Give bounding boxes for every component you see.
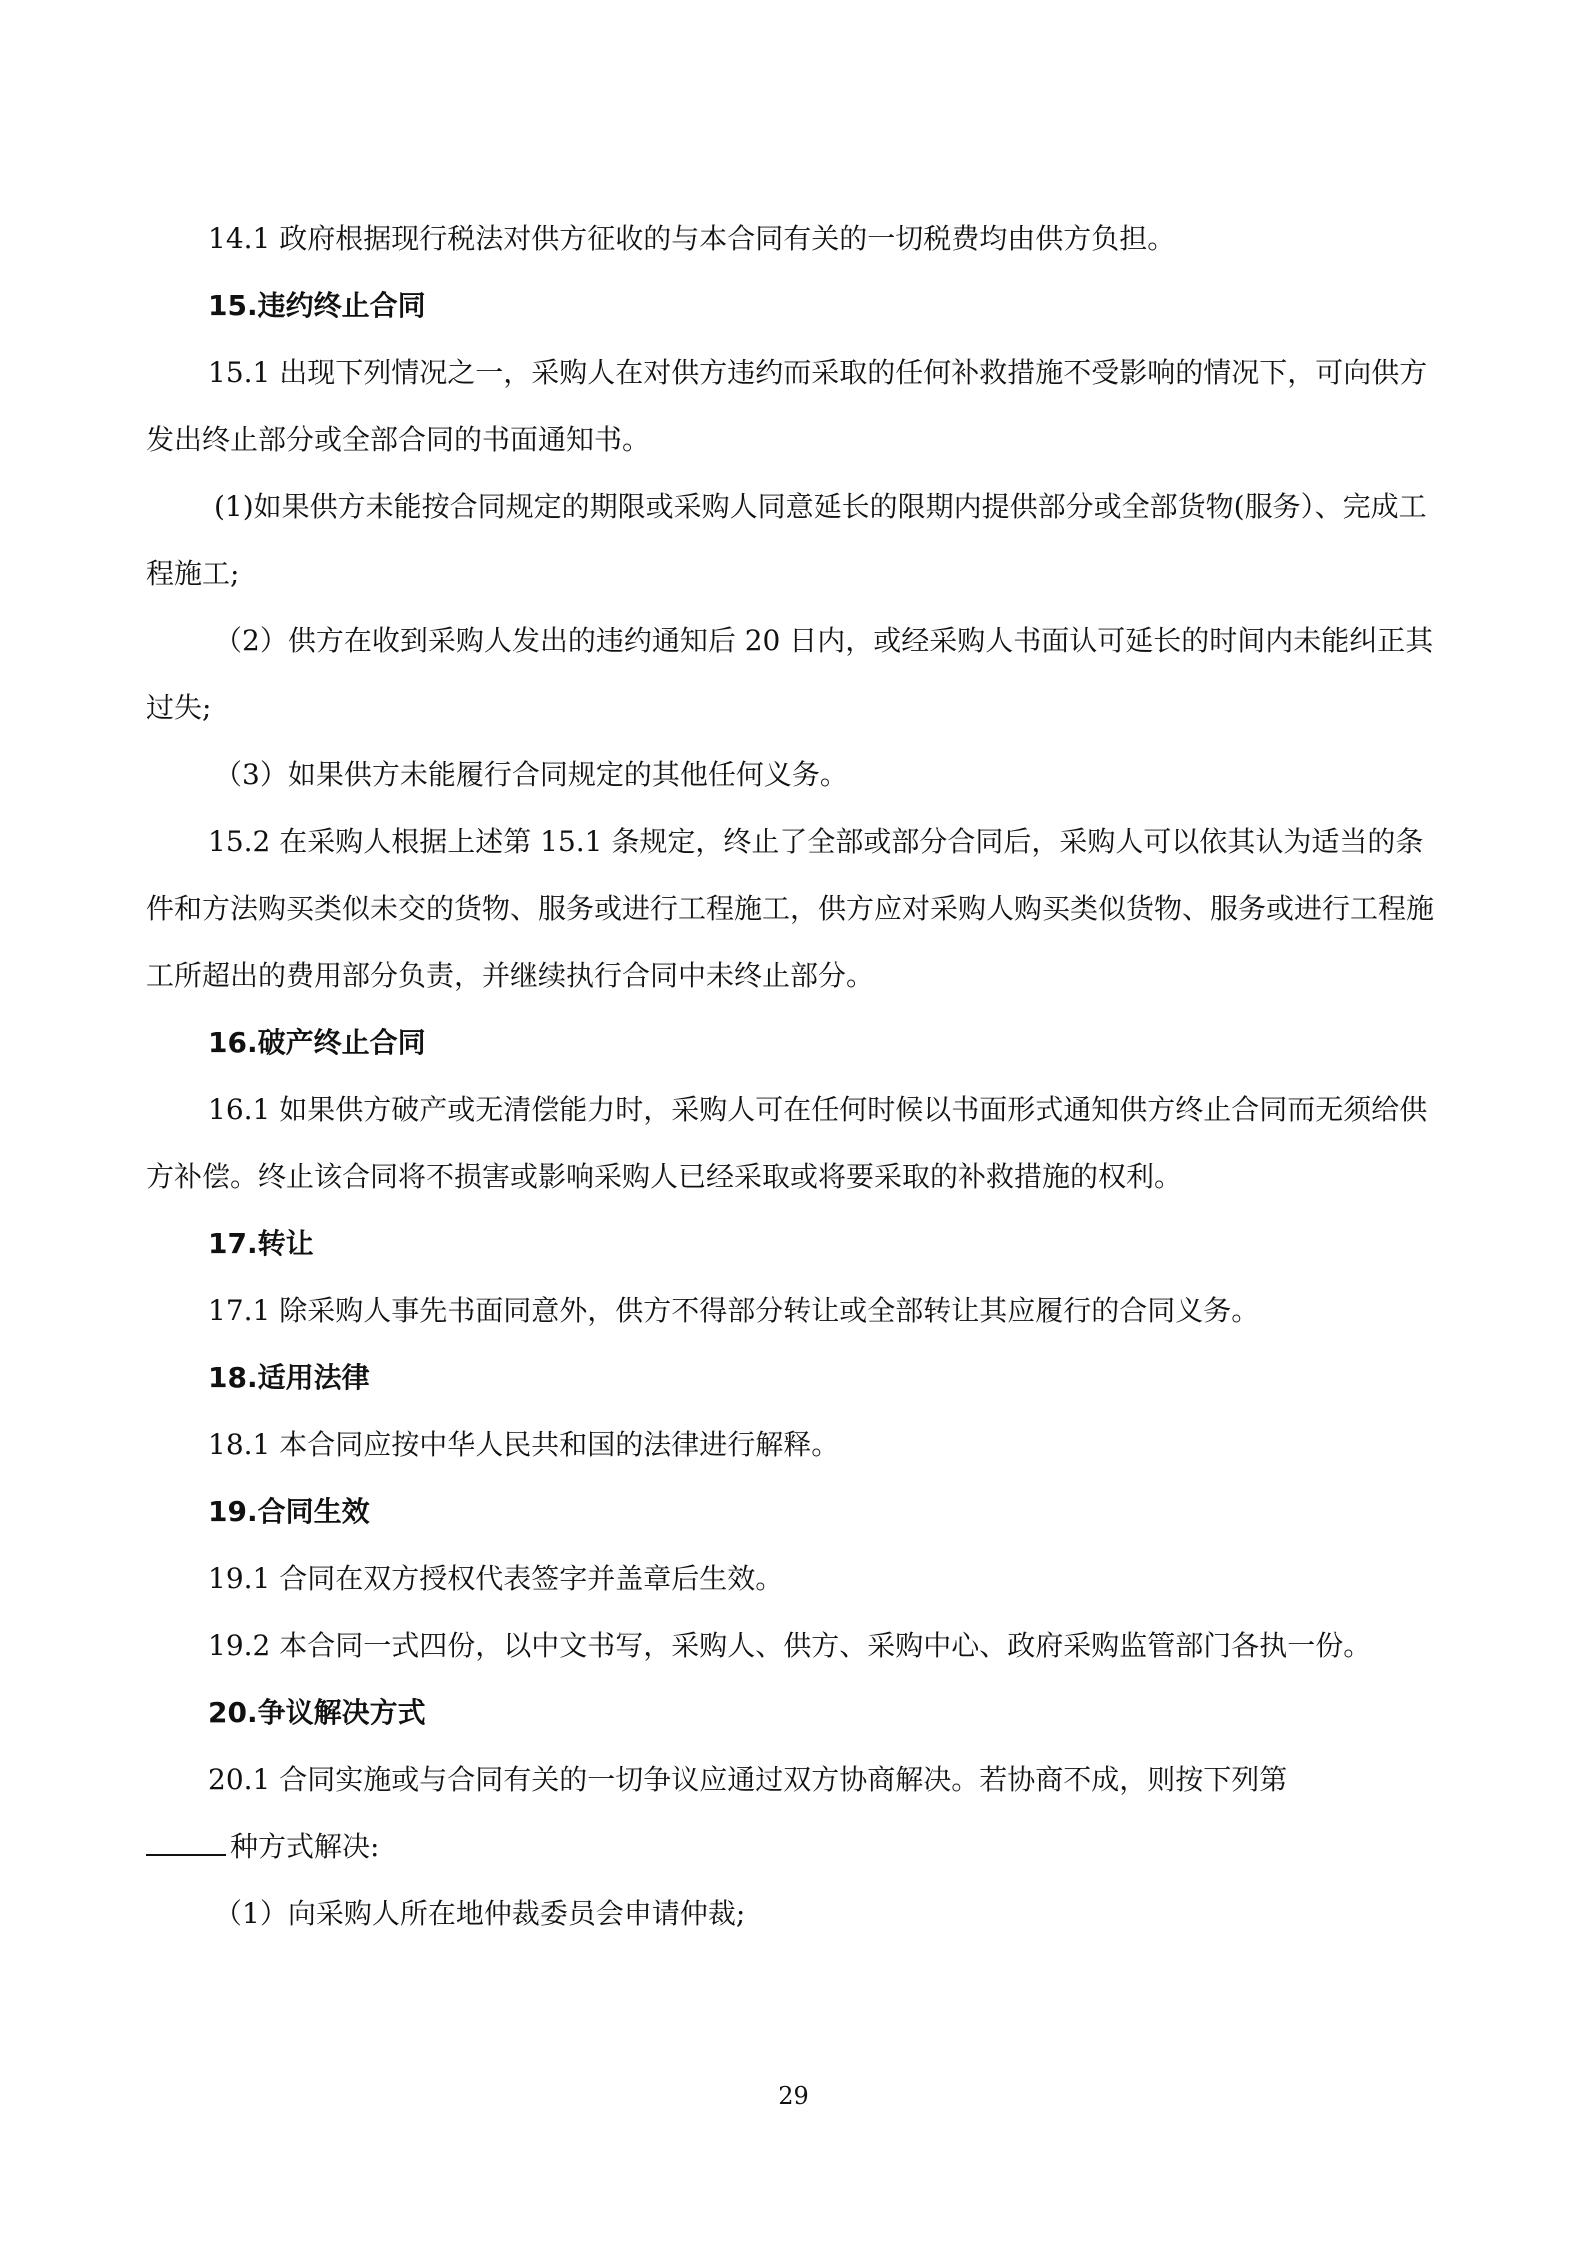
clause-18-1: 18.1 本合同应按中华人民共和国的法律进行解释。 <box>208 1428 840 1461</box>
section-heading-18: 18.适用法律 <box>208 1361 370 1394</box>
clause-20-1-item-1: （1）向采购人所在地仲裁委员会申请仲裁; <box>214 1897 746 1930</box>
fill-in-blank <box>146 1828 226 1856</box>
clause-20-1-continuation <box>146 1813 1446 1880</box>
section-heading-15: 15.违约终止合同 <box>208 289 426 322</box>
clause-20-1-continuation-text: 种方式解决: <box>230 1830 380 1863</box>
clause-15-1: 15.1 出现下列情况之一，采购人在对供方违约而采取的任何补救措施不受影响的情况下，可向供方发出终止部分或全部合同的书面通知书。 <box>146 356 1428 456</box>
section-heading-19: 19.合同生效 <box>208 1495 370 1528</box>
section-heading-16: 16.破产终止合同 <box>208 1026 426 1059</box>
clause-19-2: 19.2 本合同一式四份，以中文书写，采购人、供方、采购中心、政府采购监管部门各执一份。 <box>208 1629 1372 1662</box>
clause-17-1: 17.1 除采购人事先书面同意外，供方不得部分转让或全部转让其应履行的合同义务。 <box>208 1294 1260 1327</box>
clause-15-1-item-3: （3）如果供方未能履行合同规定的其他任何义务。 <box>214 758 848 791</box>
clause-14-1: 14.1 政府根据现行税法对供方征收的与本合同有关的一切税费均由供方负担。 <box>208 222 1176 255</box>
section-heading-20: 20.争议解决方式 <box>208 1696 426 1729</box>
clause-15-1-item-1: (1)如果供方未能按合同规定的期限或采购人同意延长的限期内提供部分或全部货物(服务）、完成工程施工; <box>146 490 1427 590</box>
clause-15-2: 15.2 在采购人根据上述第 15.1 条规定，终止了全部或部分合同后，采购人可以依其认为适当的条件和方法购买类似未交的货物、服务或进行工程施工，供方应对采购人购买类似货物、服务或进行工程施工所超出的费用部分负责，并继续执行合同中未终止部分。 <box>146 825 1435 992</box>
document-body <box>146 205 1446 1947</box>
page-number: 29 <box>778 2082 809 2110</box>
clause-20-1: 20.1 合同实施或与合同有关的一切争议应通过双方协商解决。若协商不成，则按下列第 <box>208 1763 1288 1796</box>
clause-19-1: 19.1 合同在双方授权代表签字并盖章后生效。 <box>208 1562 784 1595</box>
section-heading-17: 17.转让 <box>208 1227 314 1260</box>
clause-15-1-item-2: （2）供方在收到采购人发出的违约通知后 20 日内，或经采购人书面认可延长的时间内未能纠正其过失; <box>146 624 1434 724</box>
clause-16-1: 16.1 如果供方破产或无清偿能力时，采购人可在任何时候以书面形式通知供方终止合同而无须给供方补偿。终止该合同将不损害或影响采购人已经采取或将要采取的补救措施的权利。 <box>146 1093 1428 1193</box>
